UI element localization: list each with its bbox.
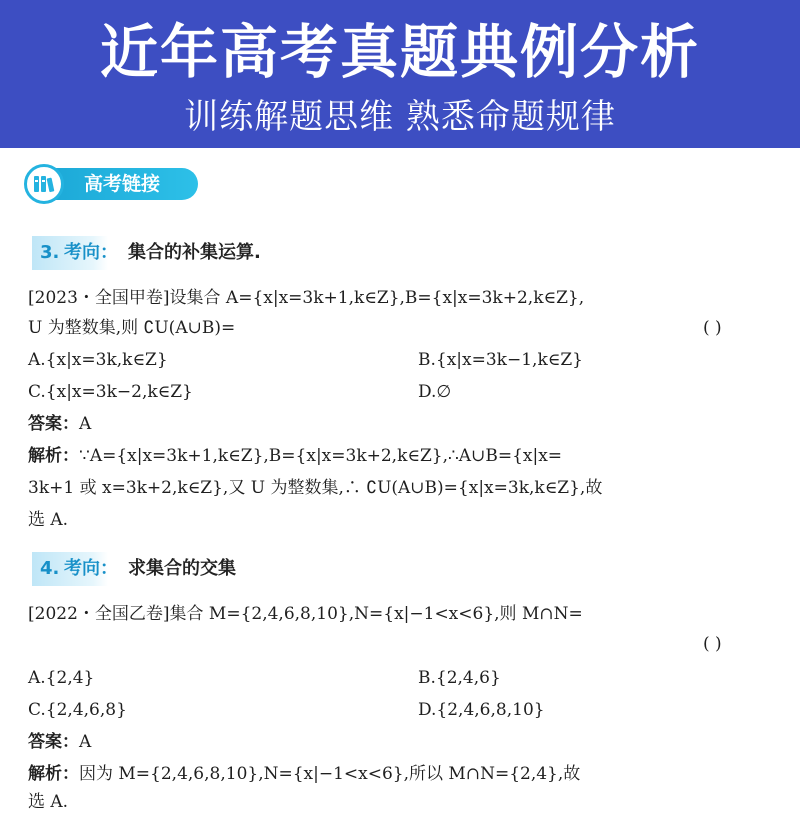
badge-label: 高考链接 [84,173,161,195]
q4-answer-value: A [79,732,92,752]
q4-answer [28,728,91,756]
q4-heading [32,552,592,586]
q4-number: 4. [40,558,60,579]
q4-analysis-text1: 因为 M={2,4,6,8,10},N={x|−1<x<6},所以 M∩N={2,4},故 [79,764,581,784]
q3-analysis-text1: ∵A={x|x=3k+1,k∈Z},B={x|x=3k+2,k∈Z},∴A∪B={x|x= [79,446,563,466]
q3-stem-line1: [2023・全国甲卷]设集合 A={x|x=3k+1,k∈Z},B={x|x=3k+2,k∈Z}, [28,288,585,308]
q3-stem-line2: U 为整数集,则 ∁U(A∪B)= [28,318,236,338]
q3-analysis-line2: 3k+1 或 x=3k+2,k∈Z},又 U 为整数集,∴ ∁U(A∪B)={x|x=3k,k∈Z},故 [28,478,603,498]
q4-stem-line1: [2022・全国乙卷]集合 M={2,4,6,8,10},N={x|−1<x<6},则 M∩N= [28,604,583,624]
q3-analysis-line3: 选 A. [28,510,69,530]
header-banner [0,0,800,148]
q4-analysis-line1 [28,760,580,788]
q3-answer [28,410,91,438]
q3-answer-label: 答案： [28,414,79,434]
q4-option-b: B.{2,4,6} [418,668,501,688]
q3-tag: 考向： [64,242,118,263]
q4-answer-blank: ( ) [703,634,722,654]
q3-answer-blank: ( ) [703,318,722,338]
gaokao-link-badge [24,164,200,204]
q3-analysis-label: 解析： [28,446,79,466]
q4-option-c: C.{2,4,6,8} [28,700,127,720]
books-icon [24,164,64,204]
q4-topic: 求集合的交集 [128,558,236,579]
banner-subtitle: 训练解题思维 熟悉命题规律 [184,97,616,137]
q3-option-d: D.∅ [418,382,452,402]
q3-analysis-line1 [28,442,562,470]
q3-topic: 集合的补集运算. [128,242,261,263]
banner-title: 近年高考真题典例分析 [99,18,700,86]
q4-tag: 考向： [64,558,118,579]
q4-analysis-line2: 选 A. [28,792,69,812]
q4-answer-label: 答案： [28,732,79,752]
q3-option-b: B.{x|x=3k−1,k∈Z} [418,350,583,370]
q4-option-d: D.{2,4,6,8,10} [418,700,545,720]
q3-option-a: A.{x|x=3k,k∈Z} [28,350,168,370]
q4-analysis-label: 解析： [28,764,79,784]
q3-heading [32,236,592,270]
q3-option-c: C.{x|x=3k−2,k∈Z} [28,382,193,402]
q4-option-a: A.{2,4} [28,668,95,688]
q3-answer-value: A [79,414,92,434]
q3-number: 3. [40,242,60,263]
